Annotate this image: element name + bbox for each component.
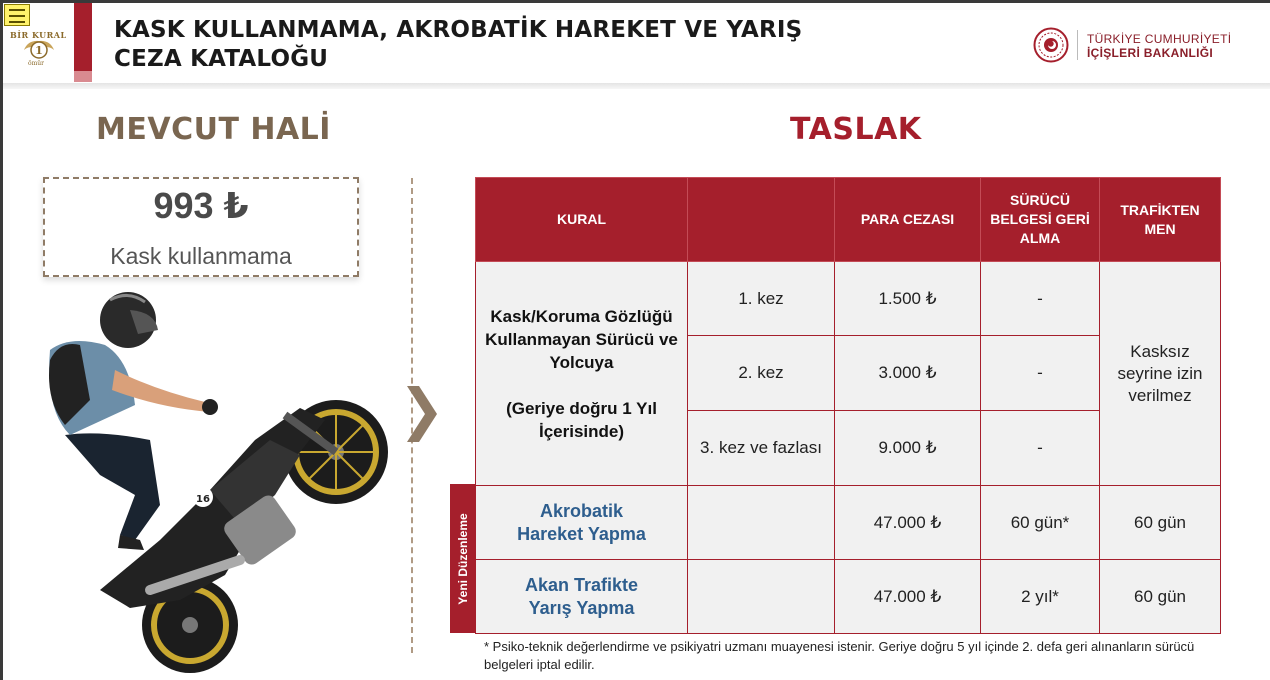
current-fine-label: Kask kullanmama [110,243,292,269]
helmet-rule-cell [476,262,688,486]
race-traffic-ban: 60 gün [1100,560,1221,634]
helmet-fine-3: 9.000 ₺ [835,411,981,486]
acrobatic-rule: Akrobatik Hareket Yapma [476,486,688,560]
helmet-count-1: 1. kez [688,262,835,336]
campaign-logo-badge-icon [22,38,56,60]
race-rule: Akan Trafikte Yarış Yapma [476,560,688,634]
campaign-logo-number: 1 [35,44,43,57]
footnote: * Psiko-teknik değerlendirme ve psikiyatri uzmanı muayenesi istenir. Geriye doğru 5 yıl içinde 2. defa geri alınanların sürücü belgeleri iptal edilir. [484,639,1195,672]
helmet-count-3: 3. kez ve fazlası [688,411,835,486]
table-header-row [476,178,1221,262]
draft-heading: TASLAK [790,112,922,147]
helmet-fine-2: 3.000 ₺ [835,336,981,411]
new-regulation-tag [450,484,476,633]
col-header-rule: KURAL [476,178,688,262]
campaign-logo-sub: ömür [28,60,45,67]
helmet-license-1: - [981,262,1100,336]
table-row [476,262,1221,336]
col-header-fine: PARA CEZASI [835,178,981,262]
header-accent-bar [74,3,92,71]
current-fine-box [43,177,359,277]
helmet-license-2: - [981,336,1100,411]
page-title-line1: KASK KULLANMAMA, AKROBATİK HAREKET VE YARIŞ [114,17,803,43]
race-license: 2 yıl* [981,560,1100,634]
table-row [476,560,1221,634]
wheelie-motorcycle-illustration [40,290,400,680]
ministry-emblem-icon [1033,27,1069,63]
helmet-traffic-ban-cell: Kasksız seyrine izin verilmez [1100,262,1221,486]
col-header-license: SÜRÜCÜ BELGESİ GERİ ALMA [981,178,1100,262]
header-accent-bar-light [74,71,92,82]
ministry-divider [1077,30,1078,60]
acrobatic-fine: 47.000 ₺ [835,486,981,560]
header-shadow [3,83,1270,89]
current-state-heading: MEVCUT HALİ [96,112,331,147]
col-header-count [688,178,835,262]
acrobatic-traffic-ban: 60 gün [1100,486,1221,560]
new-regulation-label: Yeni Düzenleme [456,512,470,605]
ministry-name-line1: TÜRKİYE CUMHURİYETİ [1087,32,1232,46]
race-fine: 47.000 ₺ [835,560,981,634]
helmet-rule-note: (Geriye doğru 1 Yıl İçerisinde) [506,398,657,441]
helmet-count-2: 2. kez [688,336,835,411]
helmet-license-3: - [981,411,1100,486]
acrobatic-count [688,486,835,560]
draft-penalty-table [475,177,1221,634]
current-fine-amount: 993 ₺ [153,185,249,226]
table-row [476,486,1221,560]
page-title-line2: CEZA KATALOĞU [114,46,329,72]
comment-note-icon[interactable] [4,4,30,26]
race-count [688,560,835,634]
chevron-right-icon [405,386,437,442]
ministry-name-line2: İÇİŞLERİ BAKANLIĞI [1087,46,1214,60]
col-header-traffic-ban: TRAFİKTEN MEN [1100,178,1221,262]
acrobatic-license: 60 gün* [981,486,1100,560]
campaign-logo-text: BİR KURAL [10,30,67,40]
bike-number-label: 16 [196,494,210,505]
helmet-rule-text: Kask/Koruma Gözlüğü Kullanmayan Sürücü ve Yolcuya [485,306,678,372]
page-title [114,16,802,74]
helmet-fine-1: 1.500 ₺ [835,262,981,336]
window-frame-left [0,0,3,680]
